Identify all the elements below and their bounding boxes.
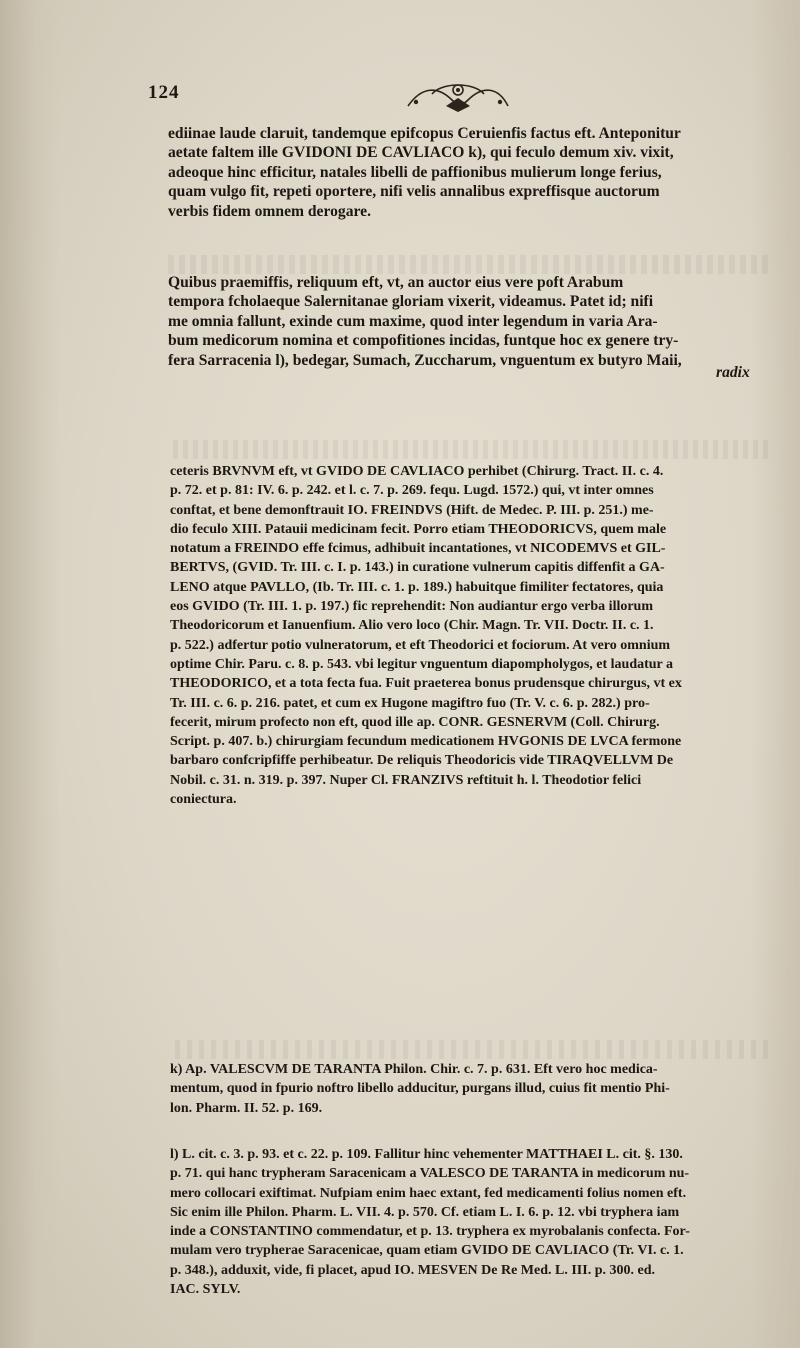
footnote: k) Ap. VALESCVM DE TARANTA Philon. Chir. c. 7. p. 631. Eft vero hoc medica- mentum, quod in fpurio noftro libello adducitur, purgans illud, cuius fit mentio Phi- lon. Pharm. II. 52. p. 169.: [170, 1062, 670, 1116]
show-through-texture: [168, 255, 768, 274]
page-edge-shadow-left: [0, 0, 60, 1348]
paragraph: Quibus praemiffis, reliquum eft, vt, an auctor eius vere poft Arabum tempora fcholaeque Salernitanae gloriam vixerit, videamus. Patet id; nifi me omnia fallunt, exinde cum maxime, quod inter legendum in varia Ara- bum medicorum nomina et compofitiones incidas, funtque hoc ex genere try- fera Sarracenia l), bedegar, Sumach, Zuccharum, vnguentum ex butyro Maii,: [168, 274, 682, 369]
paragraph-trailing-word: radix: [716, 364, 750, 381]
paragraph: ceteris BRVNVM eft, vt GVIDO DE CAVLIACO perhibet (Chirurg. Tract. II. c. 4. p. 72. et p. 81: IV. 6. p. 242. et l. c. 7. p. 269. fequ. Lugd. 1572.) qui, vt inter omnes conftat, et bene demonftrauit IO. FREINDVS (Hift. de Medec. P. III. p. 251.) me- dio feculo XIII. Patauii medicinam fecit. Porro etiam THEODORICVS, quem male notatum a FREINDO effe fcimus, adhibuit incantationes, vt NICODEMVS et GIL- BERTVS, (GVID. Tr. III. c. I. p. 143.) in curatione vulnerum capitis diffenfit a GA- LENO atque PAVLLO, (Ib. Tr. III. c. 1. p. 189.) habuitque fimiliter fectatores, quia eos GVIDO (Tr. III. 1. p. 197.) fic reprehendit: Non audiantur ergo verba illorum Theodoricorum et Ianuenfium. Alio vero loco (Chir. Magn. Tr. VII. Doctr. II. c. 1. p. 522.) adfertur potio vulneratorum, et eft Theodorici et fociorum. At vero omnium optime Chir. Paru. c. 8. p. 543. vbi legitur vnguentum diapompholygos, et laudatur a THEODORICO, et a tota fecta fua. Fuit praeterea bonus prudensque chirurgus, vt ex Tr. III. c. 6. p. 216. patet, et cum ex Hugone magiftro fuo (Tr. V. c. 6. p. 282.) pro- fecerit, mirum profecto non eft, quod ille ap. CONR. GESNERVM (Coll. Chirurg. Script. p. 407. b.) chirurgiam fecundum medicationem HVGONIS DE LVCA fermone barbaro confcripfiffe perhibeatur. De reliquis Theodoricis vide TIRAQVELLVM De Nobil. c. 31. n. 319. p. 397. Nuper Cl. FRANZIVS reftituit h. l. Theodotior felici coniectura.: [170, 464, 682, 808]
show-through-texture: [168, 440, 768, 459]
decorative-headpiece-icon: [402, 76, 514, 116]
page-number: 124: [148, 82, 180, 103]
paragraph: ediinae laude claruit, tandemque epifcopus Ceruienfis factus eft. Anteponitur aetate faltem ille GVIDONI DE CAVLIACO k), qui feculo demum xiv. vixit, adeoque hinc efficitur, natales libelli de paffionibus mulierum longe ferius, quam vulgo fit, repeti oportere, nifi velis annalibus expreffisque auctorum verbis fidem omnem derogare.: [168, 125, 681, 220]
show-through-texture: [168, 1040, 768, 1059]
footnote: l) L. cit. c. 3. p. 93. et c. 22. p. 109. Fallitur hinc vehementer MATTHAEI L. cit. §. 130. p. 71. qui hanc trypheram Saracenicam a VALESCO DE TARANTA in medicorum nu- mero collocari exiftimat. Nufpiam enim haec extant, fed medicamenti folius nomen eft. Sic enim ille Philon. Pharm. L. VII. 4. p. 570. Cf. etiam L. I. 6. p. 12. vbi tryphera iam inde a CONSTANTINO commendatur, et p. 13. tryphera ex myrobalanis confecta. For- mulam vero trypherae Saracenicae, quam etiam GVIDO DE CAVLIACO (Tr. VI. c. 1. p. 348.), adduxit, vide, fi placet, apud IO. MESVEN De Re Med. L. III. p. 300. ed. IAC. SYLV.: [170, 1147, 690, 1298]
